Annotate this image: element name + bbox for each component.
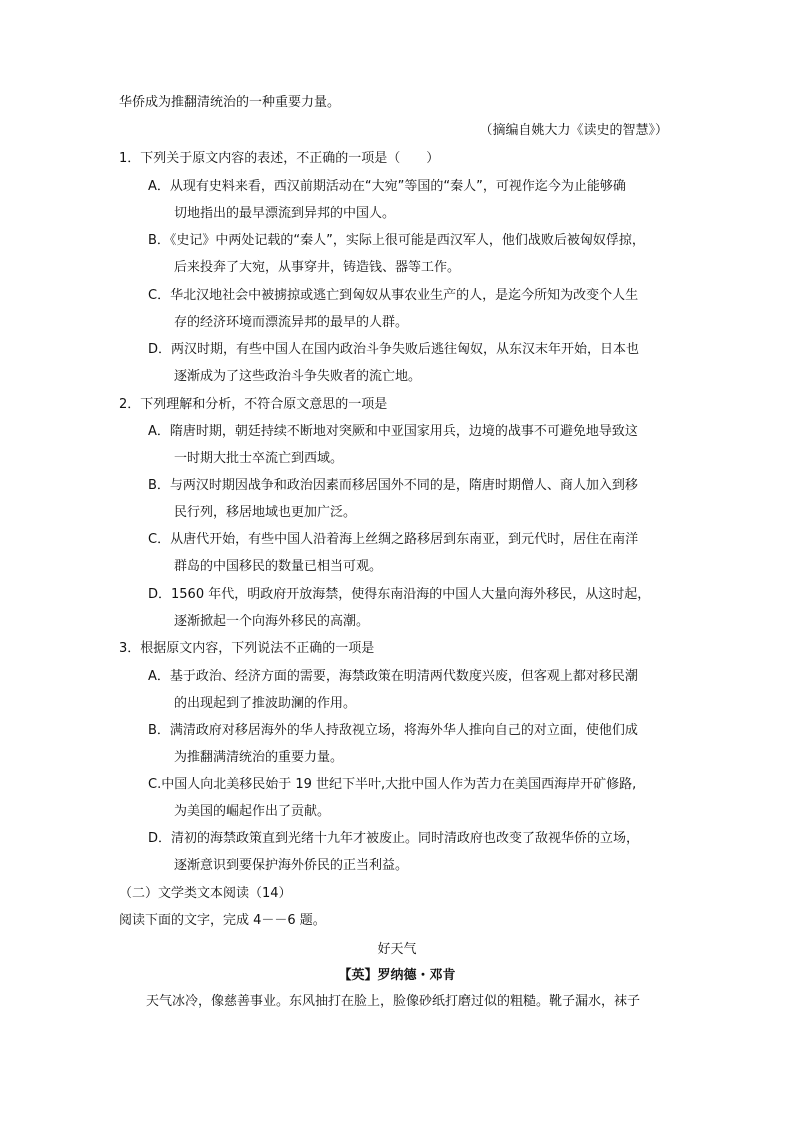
question-3-option-b: B．满清政府对移居海外的华人持敌视立场，将海外华人推向自己的对立面，使他们成 bbox=[148, 723, 638, 738]
question-2-option-b: B．与两汉时期因战争和政治因素而移居国外不同的是，隋唐时期僧人、商人加入到移 bbox=[148, 478, 638, 493]
question-2-option-a-cont: 一时期大批士卒流亡到西域。 bbox=[174, 451, 344, 466]
question-1-option-d-cont: 逐渐成为了这些政治斗争失败者的流亡地。 bbox=[174, 369, 422, 384]
question-1-stem: 1．下列关于原文内容的表述，不正确的一项是（ ） bbox=[119, 151, 440, 166]
question-3-option-a-cont: 的出现起到了推波助澜的作用。 bbox=[174, 696, 357, 711]
question-1-option-b: B．《史记》中两处记载的“秦人”，实际上很可能是西汉军人，他们战败后被匈奴俘掠， bbox=[148, 233, 645, 248]
question-3-option-a: A．基于政治、经济方面的需要，海禁政策在明清两代数度兴废，但客观上都对移民潮 bbox=[148, 669, 638, 684]
question-3-option-b-cont: 为推翻满清统治的重要力量。 bbox=[174, 750, 344, 765]
question-1-option-a: A．从现有史料来看，西汉前期活动在“大宛”等国的“秦人”，可视作迄今为止能够确 bbox=[148, 179, 626, 194]
question-3-option-d: D．清初的海禁政策直到光绪十九年才被废止。同时清政府也改变了敌视华侨的立场， bbox=[148, 831, 640, 846]
question-1-option-b-cont: 后来投奔了大宛，从事穿井，铸造钱、器等工作。 bbox=[174, 260, 461, 275]
question-2-option-a: A．隋唐时期，朝廷持续不断地对突厥和中亚国家用兵，边境的战事不可避免地导致这 bbox=[148, 424, 638, 439]
story-first-line: 天气冰冷，像慈善事业。东风抽打在脸上，脸像砂纸打磨过似的粗糙。靴子漏水，袜子 bbox=[146, 994, 641, 1009]
question-2-option-b-cont: 民行列，移居地域也更加广泛。 bbox=[174, 505, 357, 520]
section-title: （二）文学类文本阅读（14） bbox=[119, 886, 292, 901]
question-1-option-c-cont: 存的经济环境而漂流异邦的最早的人群。 bbox=[174, 315, 409, 330]
intro-tail-text: 华侨成为推翻清统治的一种重要力量。 bbox=[119, 95, 341, 110]
story-author: 【英】罗纳德・邓肯 bbox=[338, 968, 456, 983]
question-3-stem: 3．根据原文内容，下列说法不正确的一项是 bbox=[119, 641, 375, 656]
question-1-option-d: D．两汉时期，有些中国人在国内政治斗争失败后逃往匈奴，从东汉末年开始，日本也 bbox=[148, 342, 640, 357]
section-instruction: 阅读下面的文字，完成 4－－6 题。 bbox=[119, 913, 326, 928]
question-2-option-d: D．1560 年代，明政府开放海禁，使得东南沿海的中国人大量向海外移民，从这时起， bbox=[148, 587, 651, 602]
question-1-option-c: C．华北汉地社会中被掳掠或逃亡到匈奴从事农业生产的人，是迄今所知为改变个人生 bbox=[148, 288, 639, 303]
question-2-stem: 2．下列理解和分析，不符合原文意思的一项是 bbox=[119, 397, 388, 412]
story-title: 好天气 bbox=[377, 942, 417, 957]
citation: （摘编自姚大力《读史的智慧》） bbox=[479, 123, 668, 138]
question-1-option-a-cont: 切地指出的最早漂流到异邦的中国人。 bbox=[174, 206, 396, 221]
question-3-option-c-cont: 为美国的崛起作出了贡献。 bbox=[174, 804, 331, 819]
question-2-option-c-cont: 群岛的中国移民的数量已相当可观。 bbox=[174, 559, 383, 574]
question-3-option-c: C.中国人向北美移民始于 19 世纪下半叶,大批中国人作为苦力在美国西海岸开矿修路, bbox=[148, 777, 637, 792]
question-2-option-d-cont: 逐渐掀起一个向海外移民的高潮。 bbox=[174, 614, 370, 629]
question-3-option-d-cont: 逐渐意识到要保护海外侨民的正当利益。 bbox=[174, 858, 409, 873]
question-2-option-c: C．从唐代开始，有些中国人沿着海上丝绸之路移居到东南亚，到元代时，居住在南洋 bbox=[148, 532, 639, 547]
